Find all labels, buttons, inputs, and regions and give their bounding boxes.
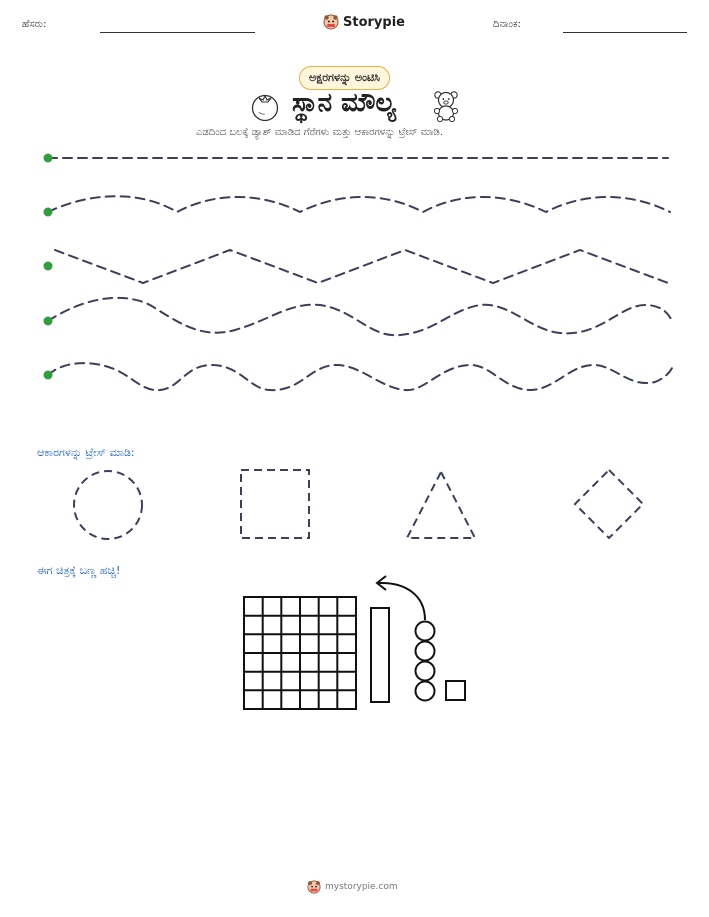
color-section-label: ಈಗ ಚಿತ್ರಕ್ಕೆ ಬಣ್ಣ ಹಚ್ಚಿ!: [37, 564, 121, 577]
sticker-label: ಅಕ್ಷರಗಳನ್ನು ಅಂಟಿಸಿ: [299, 66, 390, 90]
place-value-picture: [0, 570, 709, 720]
trace-circle: [74, 471, 142, 539]
date-label: ದಿನಾಂಕ:: [493, 19, 521, 30]
footer: [307, 880, 398, 894]
curved-arrow: [379, 583, 425, 620]
start-dot-5: [44, 371, 53, 380]
start-dot-4: [44, 317, 53, 326]
trace-square: [241, 470, 309, 538]
tracing-lines: [0, 0, 709, 420]
trace-triangle: [407, 472, 475, 538]
bead-3: [416, 662, 435, 681]
bead-2: [416, 642, 435, 661]
grid-lines: [244, 597, 356, 709]
brand-name: Storypie: [343, 14, 405, 30]
start-dot-2: [44, 208, 53, 217]
bead-1: [416, 622, 435, 641]
storypie-logo-icon: [307, 880, 321, 894]
footer-site[interactable]: mystorypie.com: [325, 882, 398, 892]
trace-line-wave-3: [48, 363, 672, 390]
page-title: ಸ್ಥಾನ ಮೌಲ್ಯ: [292, 88, 396, 118]
trace-diamond: [575, 470, 643, 538]
tens-rod: [371, 608, 389, 702]
trace-line-zigzag: [55, 250, 668, 283]
start-dot-3: [44, 262, 53, 271]
start-dot-1: [44, 154, 53, 163]
bead-4: [416, 682, 435, 701]
trace-line-wave-1: [48, 196, 670, 212]
name-label: ಹೆಸರು:: [22, 19, 47, 30]
trace-shapes: [0, 460, 709, 550]
instruction-text: ಎಡದಿಂದ ಬಲಕ್ಕೆ ಡ್ಯಾಶ್ ಮಾಡಿದ ಗೆರೆಗಳು ಮತ್ತು ಆಕಾರಗಳನ್ನು ಟ್ರೇಸ್ ಮಾಡಿ.: [196, 127, 444, 138]
unit-cube: [446, 681, 465, 700]
trace-line-wave-2: [48, 298, 672, 335]
shapes-section-label: ಆಕಾರಗಳನ್ನು ಟ್ರೇಸ್ ಮಾಡಿ:: [37, 446, 135, 459]
